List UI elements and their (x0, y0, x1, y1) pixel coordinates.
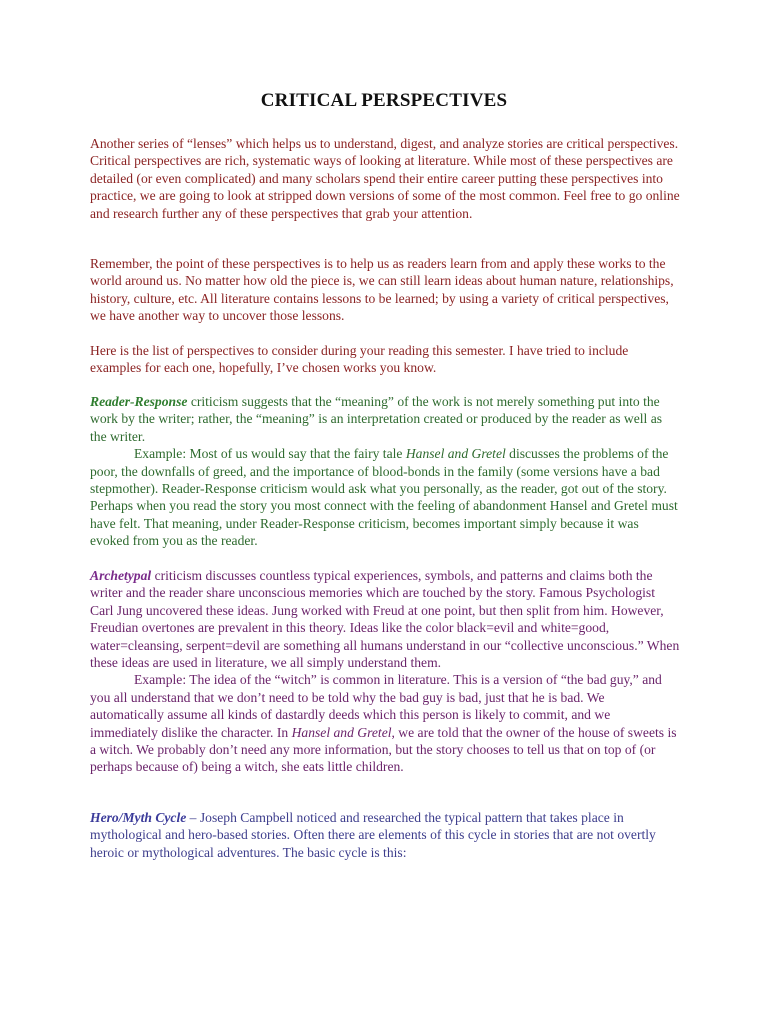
hero-myth-section (90, 809, 680, 861)
reader-response-section (90, 393, 680, 550)
archetypal-example-title: Hansel and Gretel (291, 724, 392, 740)
hero-myth-definition: – Joseph Campbell noticed and researched the typical pattern that takes place in mythological and hero-based stories. Often there are elements of this cycle in stories that are not overtly heroic or mythological adventures. The basic cycle is this: (90, 810, 656, 860)
intro-paragraph-3: Here is the list of perspectives to consider during your reading this semester. I have tried to include examples for each one, hopefully, I’ve chosen works you know. (90, 343, 629, 376)
reader-response-term: Reader-Response (90, 394, 188, 409)
page-title: CRITICAL PERSPECTIVES (260, 90, 508, 111)
reader-response-definition: criticism suggests that the “meaning” of the work is not merely something put into the work by the writer; rather, the “meaning” is an interpretation created or produced by the reader as well as the writer. (90, 394, 663, 444)
archetypal-definition: criticism discusses countless typical experiences, symbols, and patterns and claims both the writer and the reader share unconscious memories which are touched by the story. Famous Psychologist Carl Jung uncovered these ideas. Jung worked with Freud at one point, but then split from him. However, Freudian overtones are prevalent in this theory. Ideas like the color black=evil and white=good, water=cleansing, serpent=devil are something all humans understand in our “collective unconscious.” When these ideas are used in literature, we all simply understand them. (90, 568, 680, 671)
archetypal-section (90, 567, 680, 776)
hero-myth-term: Hero/Myth Cycle (90, 810, 187, 825)
reader-response-example-body: discusses the problems of the poor, the downfalls of greed, and the importance of blood-bonds in the family (some versions have a bad stepmother). Reader-Response criticism would ask what you personally, as the reader, got out of the story. Perhaps when you read the story you most connect with the feeling of abandonment Hansel and Gretel must have felt. That meaning, under Reader-Response criticism, becomes important simply because it was evoked from you as the reader. (90, 446, 678, 549)
archetypal-term: Archetypal (90, 568, 152, 583)
intro-paragraph-2: Remember, the point of these perspectives is to help us as readers learn from and apply these works to the world around us. No matter how old the piece is, we can still learn ideas about human nature, relationships, history, culture, etc. All literature contains lessons to be learned; by using a variety of critical perspectives, we have another way to uncover those lessons. (90, 256, 674, 324)
reader-response-example-title: Hansel and Gretel (405, 446, 506, 462)
reader-response-example-intro: Example: Most of us would say that the fairy tale (134, 446, 406, 462)
archetypal-example-intro: Example: The idea of the “witch” is common in literature. This is a version of “the bad guy,” and you all understand that we don’t need to be told why the bad guy is bad, just that he is bad. We automatically assume all kinds of dastardly deeds which this person is likely to commit, and we immediately dislike the character. In (90, 672, 662, 740)
intro-paragraph-1: Another series of “lenses” which helps us to understand, digest, and analyze stories are critical perspectives. Critical perspectives are rich, systematic ways of looking at literature. While most of these perspectives are detailed (or even complicated) and many scholars spend their entire career putting these perspectives into practice, we are going to look at stripped down versions of some of the most common. Feel free to go online and research further any of these perspectives that grab your attention. (90, 136, 680, 221)
archetypal-example-body: , we are told that the owner of the house of sweets is a witch. We probably don’t need any more information, but the story chooses to tell us that on top of (or perhaps because of) being a witch, she eats little children. (90, 724, 677, 775)
